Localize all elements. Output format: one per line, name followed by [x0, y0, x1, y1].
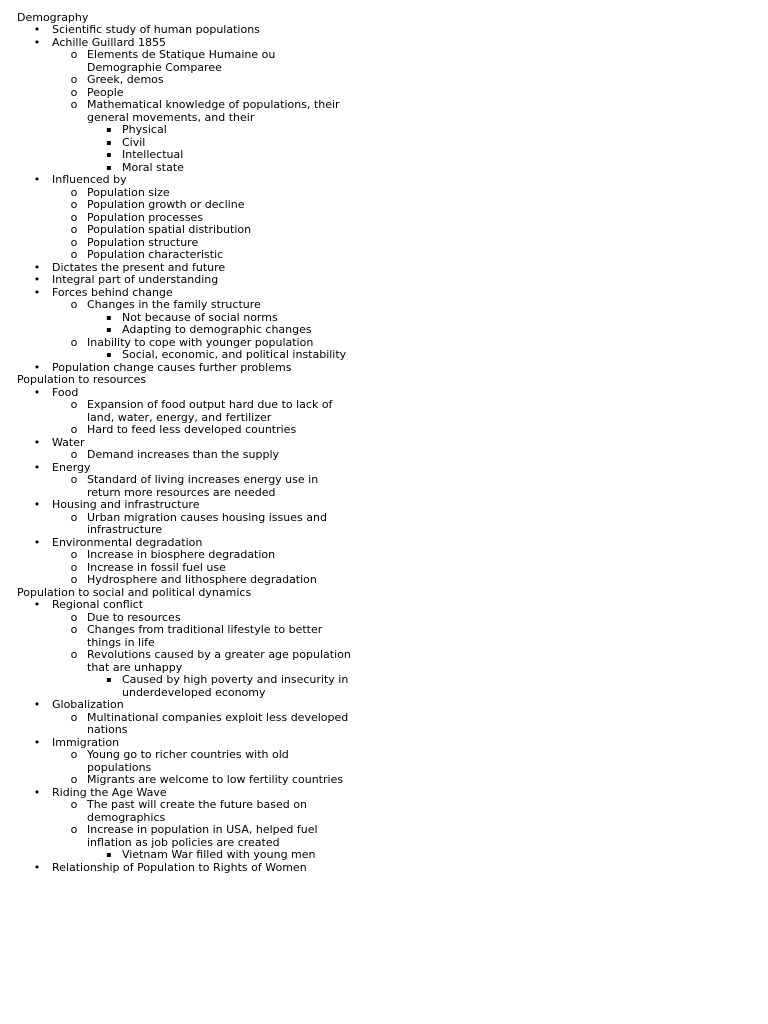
outline-item [17, 37, 757, 49]
outline-text: nations [87, 723, 128, 736]
outline-text: Greek, demos [87, 73, 164, 86]
outline-text: Changes in the family structure [87, 298, 261, 311]
outline-item [17, 174, 757, 186]
outline-text: inflation as job policies are created [87, 835, 280, 849]
document-outline [17, 11, 757, 874]
bullet-disc-icon: • [33, 785, 41, 799]
outline-text: return more resources are needed [87, 485, 276, 499]
outline-item [17, 499, 757, 511]
bullet-circle-icon: o [70, 560, 78, 574]
outline-text: Population to resources [17, 373, 147, 386]
outline-item [17, 224, 757, 236]
bullet-disc-icon: • [33, 35, 41, 49]
outline-text: Energy [52, 460, 91, 474]
outline-text: Riding the Age Wave [52, 785, 167, 799]
outline-text: Physical [122, 123, 167, 136]
bullet-circle-icon: o [70, 298, 78, 311]
outline-item [17, 387, 757, 399]
bullet-disc-icon: • [33, 698, 41, 711]
outline-item [17, 137, 757, 149]
outline-text: Achille Guillard 1855 [52, 35, 166, 49]
outline-text: Population processes [87, 210, 204, 224]
bullet-circle-icon: o [70, 748, 78, 761]
outline-item-continuation [17, 837, 757, 849]
outline-text: Population size [87, 185, 170, 199]
outline-item [17, 612, 757, 624]
outline-text: Young go to richer countries with old [87, 748, 289, 761]
outline-item [17, 349, 757, 361]
outline-text: Mathematical knowledge of populations, their [87, 98, 340, 111]
outline-item [17, 624, 757, 636]
bullet-circle-icon: o [70, 423, 78, 436]
outline-item-continuation [17, 62, 757, 74]
outline-text: Social, economic, and political instability [122, 348, 347, 361]
outline-item [17, 849, 757, 861]
outline-text: Revolutions caused by a greater age population [87, 648, 351, 661]
section-heading [17, 587, 757, 599]
outline-item [17, 187, 757, 199]
outline-item [17, 749, 757, 761]
outline-item [17, 162, 757, 174]
section-heading [17, 374, 757, 386]
outline-item [17, 149, 757, 161]
outline-item [17, 49, 757, 61]
outline-item [17, 237, 757, 249]
bullet-disc-icon: • [33, 173, 41, 186]
outline-item [17, 774, 757, 786]
outline-text: things in life [87, 635, 155, 649]
outline-text: Environmental degradation [52, 535, 203, 549]
bullet-circle-icon: o [70, 623, 78, 636]
outline-item-continuation [17, 112, 757, 124]
outline-item [17, 799, 757, 811]
bullet-circle-icon: o [70, 548, 78, 561]
outline-item [17, 87, 757, 99]
outline-item [17, 537, 757, 549]
outline-text: Due to resources [87, 610, 181, 624]
bullet-disc-icon: • [33, 860, 41, 874]
outline-text: land, water, energy, and fertilizer [87, 410, 272, 424]
bullet-circle-icon: o [70, 85, 78, 99]
outline-text: Adapting to demographic changes [122, 323, 312, 336]
outline-item-continuation [17, 637, 757, 649]
outline-item [17, 24, 757, 36]
outline-item [17, 512, 757, 524]
outline-text: Population growth or decline [87, 198, 245, 211]
outline-text: Elements de Statique Humaine ou [87, 48, 276, 61]
bullet-circle-icon: o [70, 235, 78, 249]
outline-text: Population change causes further problems [52, 360, 292, 374]
outline-item [17, 337, 757, 349]
bullet-circle-icon: o [70, 510, 78, 524]
bullet-disc-icon: • [33, 360, 41, 374]
outline-text: Not because of social norms [122, 310, 278, 324]
outline-text: Hydrosphere and lithosphere degradation [87, 573, 317, 586]
bullet-circle-icon: o [70, 198, 78, 211]
bullet-disc-icon: • [33, 385, 41, 399]
outline-text: Vietnam War filled with young men [122, 848, 316, 861]
outline-item-continuation [17, 524, 757, 536]
outline-text: Relationship of Population to Rights of Women [52, 860, 307, 874]
section-heading [17, 12, 757, 24]
bullet-square-icon: ▪ [106, 162, 112, 172]
outline-item [17, 362, 757, 374]
bullet-square-icon: ▪ [106, 675, 112, 684]
bullet-circle-icon: o [70, 448, 78, 461]
bullet-square-icon: ▪ [106, 850, 112, 859]
outline-text: demographics [87, 810, 166, 824]
outline-item [17, 124, 757, 136]
outline-item [17, 562, 757, 574]
outline-item [17, 437, 757, 449]
outline-item-continuation [17, 724, 757, 736]
outline-item [17, 737, 757, 749]
bullet-circle-icon: o [70, 223, 78, 236]
bullet-circle-icon: o [70, 248, 78, 261]
outline-text: infrastructure [87, 523, 163, 536]
bullet-circle-icon: o [70, 335, 78, 349]
outline-item [17, 287, 757, 299]
outline-text: Moral state [122, 160, 184, 174]
bullet-square-icon: ▪ [106, 312, 112, 322]
outline-text: Inability to cope with younger population [87, 335, 314, 349]
outline-text: Caused by high poverty and insecurity in [122, 673, 349, 686]
outline-text: Increase in fossil fuel use [87, 560, 226, 574]
bullet-disc-icon: • [33, 598, 41, 611]
bullet-disc-icon: • [33, 460, 41, 474]
bullet-square-icon: ▪ [106, 137, 112, 147]
outline-text: Demand increases than the supply [87, 448, 280, 461]
outline-item [17, 699, 757, 711]
outline-text: Multinational companies exploit less developed [87, 710, 349, 724]
bullet-square-icon: ▪ [106, 325, 112, 334]
outline-text: Expansion of food output hard due to lack of [87, 398, 333, 411]
outline-item [17, 787, 757, 799]
outline-item [17, 99, 757, 111]
bullet-circle-icon: o [70, 48, 78, 61]
outline-text: Scientific study of human populations [52, 23, 260, 36]
bullet-disc-icon: • [33, 435, 41, 449]
outline-item-continuation [17, 762, 757, 774]
outline-text: Demography [17, 10, 89, 24]
outline-text: Civil [122, 135, 146, 149]
outline-item [17, 462, 757, 474]
outline-text: Forces behind change [52, 285, 173, 299]
bullet-square-icon: ▪ [106, 350, 112, 359]
outline-item [17, 674, 757, 686]
outline-item [17, 312, 757, 324]
bullet-disc-icon: • [33, 23, 41, 36]
outline-item [17, 249, 757, 261]
outline-text: underdeveloped economy [122, 685, 266, 699]
bullet-circle-icon: o [70, 773, 78, 786]
outline-text: Influenced by [52, 173, 127, 186]
bullet-circle-icon: o [70, 710, 78, 724]
outline-text: Immigration [52, 735, 120, 749]
outline-item [17, 399, 757, 411]
outline-text: that are unhappy [87, 660, 183, 674]
bullet-disc-icon: • [33, 498, 41, 511]
outline-text: Dictates the present and future [52, 260, 226, 274]
bullet-circle-icon: o [70, 823, 78, 836]
outline-item [17, 574, 757, 586]
outline-text: Demographie Comparee [87, 60, 222, 74]
outline-text: Migrants are welcome to low fertility countries [87, 773, 344, 786]
outline-item [17, 474, 757, 486]
bullet-square-icon: ▪ [106, 125, 112, 134]
outline-item-continuation [17, 412, 757, 424]
bullet-disc-icon: • [33, 285, 41, 299]
outline-item [17, 712, 757, 724]
outline-text: Population spatial distribution [87, 223, 252, 236]
outline-item [17, 549, 757, 561]
outline-item [17, 449, 757, 461]
outline-item [17, 299, 757, 311]
bullet-square-icon: ▪ [106, 150, 112, 159]
bullet-circle-icon: o [70, 98, 78, 111]
outline-item [17, 199, 757, 211]
outline-text: Increase in biosphere degradation [87, 548, 276, 561]
bullet-circle-icon: o [70, 798, 78, 811]
outline-item-continuation [17, 662, 757, 674]
bullet-circle-icon: o [70, 185, 78, 199]
outline-text: Population characteristic [87, 248, 224, 261]
outline-text: populations [87, 760, 152, 774]
bullet-circle-icon: o [70, 648, 78, 661]
outline-text: Hard to feed less developed countries [87, 423, 297, 436]
outline-text: Regional conflict [52, 598, 144, 611]
bullet-circle-icon: o [70, 210, 78, 224]
bullet-disc-icon: • [33, 535, 41, 549]
outline-item [17, 649, 757, 661]
outline-text: Food [52, 385, 79, 399]
bullet-disc-icon: • [33, 273, 41, 286]
bullet-circle-icon: o [70, 398, 78, 411]
bullet-circle-icon: o [70, 473, 78, 486]
outline-text: Changes from traditional lifestyle to better [87, 623, 323, 636]
outline-text: Population structure [87, 235, 199, 249]
bullet-disc-icon: • [33, 260, 41, 274]
outline-text: The past will create the future based on [87, 798, 307, 811]
outline-text: Housing and infrastructure [52, 498, 200, 511]
outline-item [17, 274, 757, 286]
outline-text: Urban migration causes housing issues and [87, 510, 327, 524]
outline-item [17, 824, 757, 836]
outline-text: Standard of living increases energy use in [87, 473, 319, 486]
outline-text: People [87, 85, 124, 99]
outline-item-continuation [17, 687, 757, 699]
outline-text: general movements, and their [87, 110, 255, 124]
bullet-circle-icon: o [70, 73, 78, 86]
outline-text: Population to social and political dynamics [17, 585, 252, 599]
outline-item [17, 262, 757, 274]
outline-text: Globalization [52, 698, 124, 711]
outline-item [17, 212, 757, 224]
outline-item [17, 599, 757, 611]
bullet-disc-icon: • [33, 735, 41, 749]
outline-text: Intellectual [122, 148, 184, 161]
outline-item-continuation [17, 487, 757, 499]
outline-item [17, 862, 757, 874]
outline-item-continuation [17, 812, 757, 824]
outline-text: Increase in population in USA, helped fuel [87, 823, 318, 836]
outline-item [17, 74, 757, 86]
bullet-circle-icon: o [70, 573, 78, 586]
outline-text: Water [52, 435, 85, 449]
outline-item [17, 424, 757, 436]
outline-text: Integral part of understanding [52, 273, 219, 286]
bullet-circle-icon: o [70, 610, 78, 624]
outline-item [17, 324, 757, 336]
